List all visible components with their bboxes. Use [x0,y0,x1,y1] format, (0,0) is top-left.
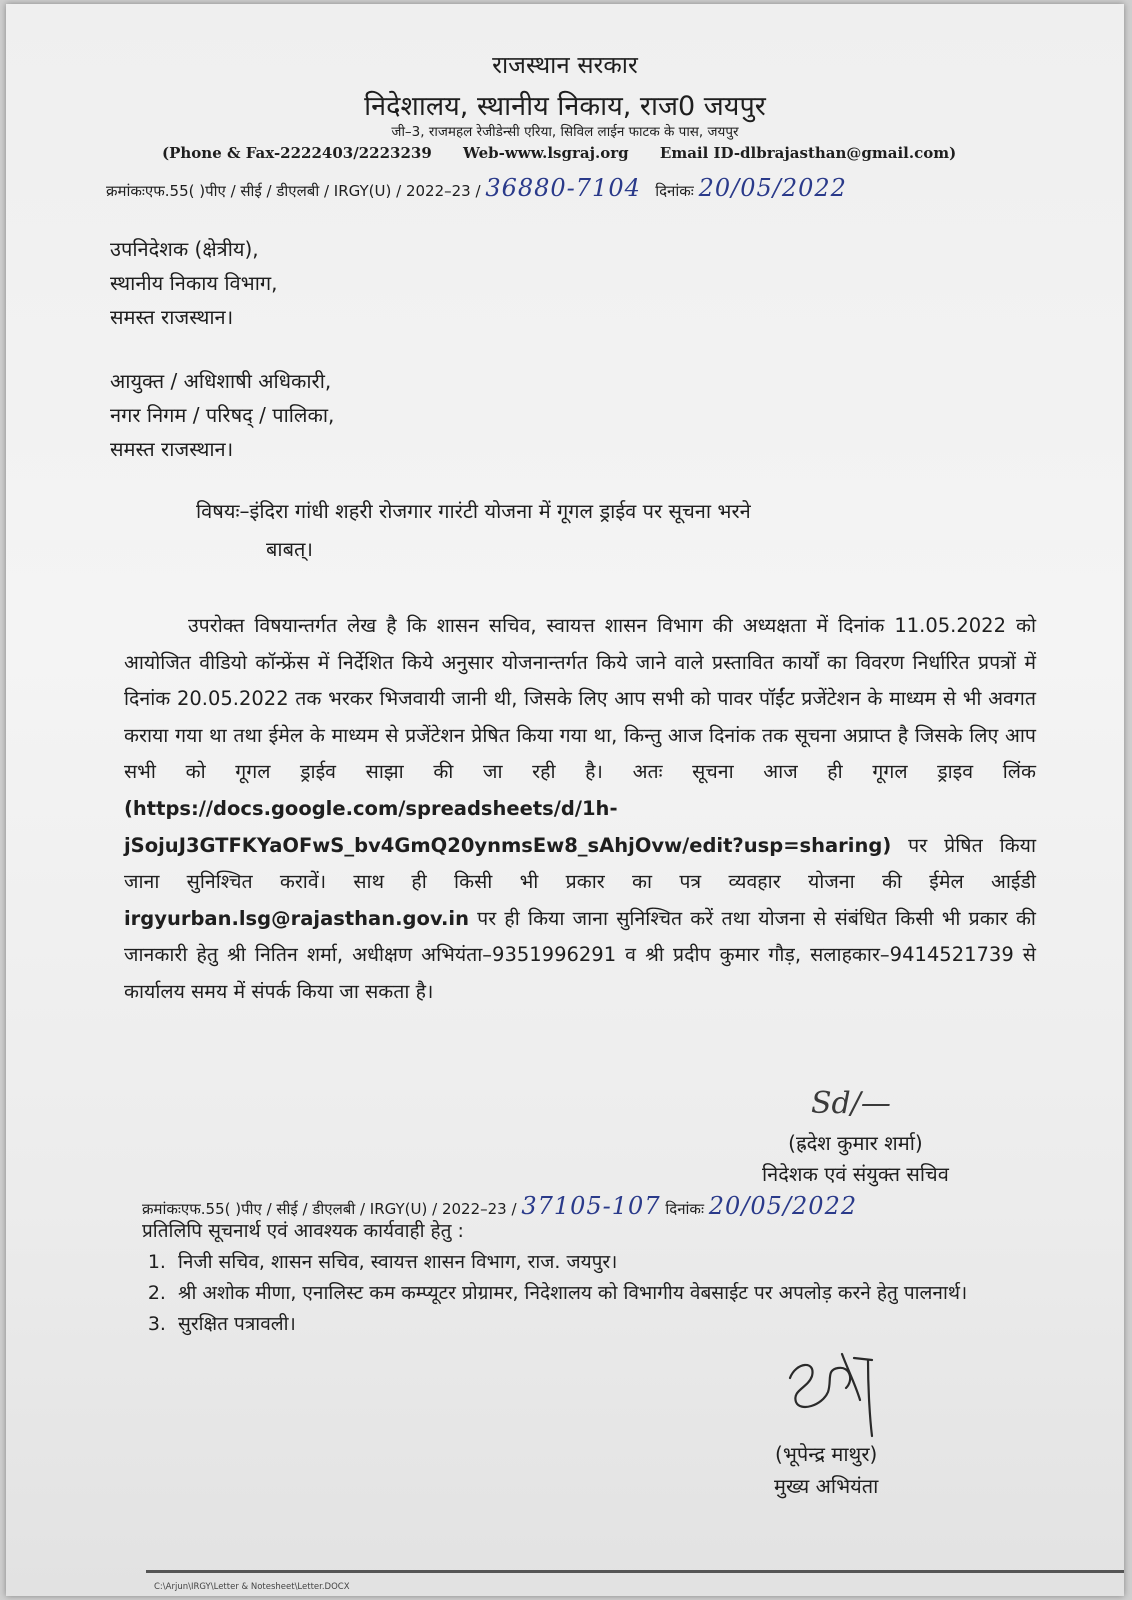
signatory-1 [762,1128,949,1190]
reference-date: 20/05/2022 [698,174,847,202]
letter-page [6,4,1124,1596]
website: Web-www.lsgraj.org [463,144,629,162]
handwritten-signature [776,1340,906,1440]
signatory-1-designation: निदेशक एवं संयुक्त सचिव [762,1162,949,1186]
addressee-line: समस्त राजस्थान। [110,437,234,461]
footer-rule [146,1570,1124,1573]
phone-fax: (Phone & Fax-2222403/2223239 [162,144,432,162]
reference-line [106,174,847,202]
body-text-2: पर प्रेषित किया जाना सुनिश्चित करावें। साथ ही किसी भी प्रकार का पत्र व्यवहार योजना की ईमेल आईडी [124,833,1036,894]
addressee-line: स्थानीय निकाय विभाग, [110,271,278,295]
copy-to-item: 3. सुरक्षित पत्रावली। [172,1309,1022,1340]
addressee-block-2 [110,364,334,466]
reference-prefix: क्रमांकःएफ.55( )पीए / सीई / डीएलबी / IRGY(U) / 2022–23 / [106,182,481,200]
reference-number: 36880-7104 [485,174,641,202]
office-address: जी–3, राजमहल रेजीडेन्सी एरिया, सिविल लाईन फाटक के पास, जयपुर [391,124,739,140]
government-heading: राजस्थान सरकार [492,51,638,79]
addressee-block-1 [110,232,278,334]
signatory-2 [774,1438,878,1502]
copy-to-list [142,1247,1022,1340]
reference-prefix-2: क्रमांकःएफ.55( )पीए / सीई / डीएलबी / IRGY(U) / 2022–23 / [142,1200,517,1218]
signatory-1-name: (ह्रदेश कुमार शर्मा) [788,1131,923,1155]
body-text-1: उपरोक्त विषयान्तर्गत लेख है कि शासन सचिव, स्वायत्त शासन विभाग की अध्यक्षता में दिनांक 11.05.2022 को आयोजित वीडियो कॉन्फ्रेंस में निर्देशित किये अनुसार योजनान्तर्गत किये जाने वाले प्रस्तावित कार्यों का विवरण निर्धारित प्रपत्रों में दिनांक 20.05.2022 तक भरकर भिजवायी जानी थी, जिसके लिए आप सभी को पावर पॉईंट प्रजेंटेशन के माध्यम से भी अवगत कराया गया था तथा ईमेल के माध्यम से प्रजेंटेशन प्रेषित किया गया था, किन्तु आज दिनांक तक सूचना अप्राप्त है जिसके लिए आप सभी को गूगल ड्राईव साझा की जा रही है। अतः सूचना आज ही गूगल ड्राइव लिंक [124,614,1036,784]
date-label: दिनांकः [655,182,694,200]
letter-body [124,608,1036,1011]
copy-to-item: 1. निजी सचिव, शासन सचिव, स्वायत्त शासन विभाग, राज. जयपुर। [172,1247,1022,1278]
copy-to-section [142,1216,1022,1340]
scheme-email[interactable]: irgyurban.lsg@rajasthan.gov.in [124,906,469,930]
signature-mark: Sd/— [811,1086,891,1121]
contact-line [162,144,956,162]
addressee-line: समस्त राजस्थान। [110,305,234,329]
subject-line-2: बाबत्। [266,537,313,561]
date-label-2: दिनांकः [665,1200,704,1218]
body-paragraph [124,608,1036,1011]
addressee-line: आयुक्त / अधिशाषी अधिकारी, [110,369,332,393]
reference-number-2: 37105-107 [521,1192,661,1220]
file-path: C:\Arjun\IRGY\Letter & Notesheet\Letter.DOCX [154,1582,350,1592]
subject-line-1: विषयः–इंदिरा गांधी शहरी रोजगार गारंटी योजना में गूगल ड्राईव पर सूचना भरने [196,499,751,523]
signatory-2-designation: मुख्य अभियंता [774,1474,879,1498]
email-id: Email ID-dlbrajasthan@gmail.com) [659,144,957,162]
subject [196,492,1036,568]
copy-to-item: 2. श्री अशोक मीणा, एनालिस्ट कम कम्प्यूटर प्रोग्रामर, निदेशालय को विभागीय वेबसाईट पर अपलोड़ करने हेतु पालनार्थ। [172,1278,1022,1309]
addressee-line: नगर निगम / परिषद् / पालिका, [110,403,335,427]
google-drive-link[interactable]: (https://docs.google.com/spreadsheets/d/1h-jSojuJ3GTFKYaOFwS_bv4GmQ20ynmsEw8_sAhjOvw/edit?usp=sharing) [124,796,892,857]
body-text-3: पर ही किया जाना सुनिश्चित करें तथा योजना से संबंधित किसी भी प्रकार की जानकारी हेतु श्री नितिन शर्मा, अधीक्षण अभियंता–9351996291 व श्री प्रदीप कुमार गौड़, सलाहकार–9414521739 से कार्यालय समय में संपर्क किया जा सकता है। [124,906,1036,1003]
addressee-line: उपनिदेशक (क्षेत्रीय), [110,237,259,261]
signatory-2-name: (भूपेन्द्र माथुर) [775,1442,878,1466]
copy-to-heading: प्रतिलिपि सूचनार्थ एवं आवश्यक कार्यवाही हेतु : [142,1220,464,1242]
office-heading: निदेशालय, स्थानीय निकाय, राज0 जयपुर [364,91,766,122]
reference-date-2: 20/05/2022 [708,1192,858,1220]
